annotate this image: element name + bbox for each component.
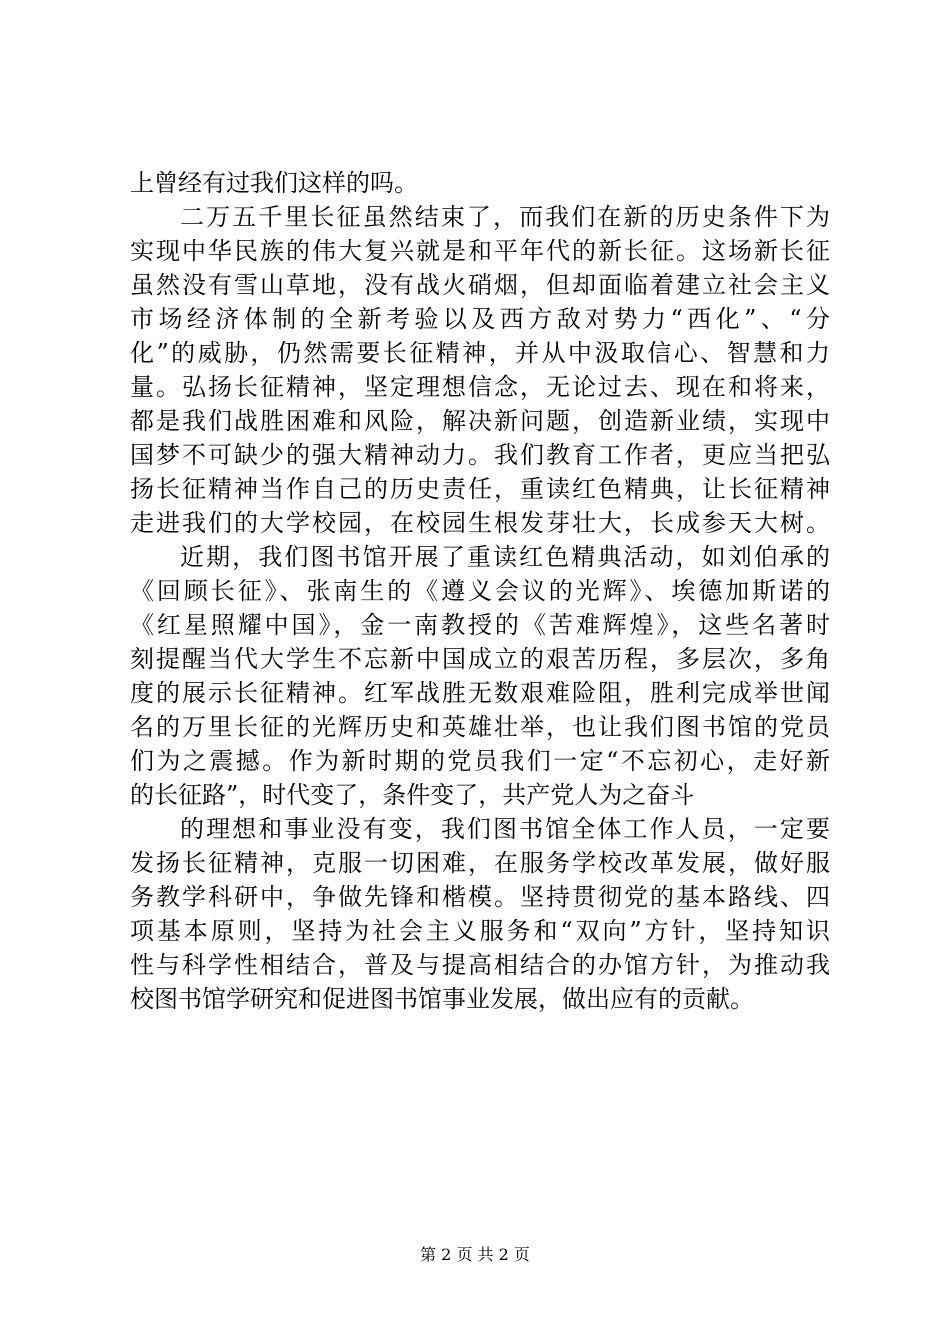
text-line: 们为之震撼。作为新时期的党员我们一定“不忘初心，走好新 bbox=[130, 747, 830, 775]
text-line: 走进我们的大学校园，在校园生根发芽壮大，长成参天大树。 bbox=[130, 509, 830, 537]
text-line: 项基本原则，坚持为社会主义服务和“双向”方针，坚持知识 bbox=[130, 917, 830, 945]
text-line: 扬长征精神当作自己的历史责任，重读红色精典，让长征精神 bbox=[130, 475, 830, 503]
text-line: 二万五千里长征虽然结束了，而我们在新的历史条件下为 bbox=[180, 203, 830, 231]
text-line: 度的展示长征精神。红军战胜无数艰难险阻，胜利完成举世闻 bbox=[130, 679, 830, 707]
page-number-label: 第 2 页 共 2 页 bbox=[420, 1245, 530, 1264]
text-line: 的长征路”，时代变了，条件变了，共产党人为之奋斗 bbox=[130, 781, 695, 809]
text-line: 近期，我们图书馆开展了重读红色精典活动，如刘伯承的 bbox=[180, 543, 830, 571]
text-line: 上曾经有过我们这样的吗。 bbox=[130, 169, 418, 197]
text-line: 市场经济体制的全新考验以及西方敌对势力“西化”、“分 bbox=[130, 305, 830, 333]
text-line: 虽然没有雪山草地，没有战火硝烟，但却面临着建立社会主义 bbox=[130, 271, 830, 299]
text-line: 《回顾长征》、张南生的《遵义会议的光辉》、埃德加斯诺的 bbox=[130, 577, 830, 605]
text-line: 实现中华民族的伟大复兴就是和平年代的新长征。这场新长征 bbox=[130, 237, 830, 265]
text-line: 校图书馆学研究和促进图书馆事业发展，做出应有的贡献。 bbox=[130, 985, 754, 1013]
text-line: 发扬长征精神，克服一切困难，在服务学校改革发展，做好服 bbox=[130, 849, 830, 877]
text-line: 名的万里长征的光辉历史和英雄壮举，也让我们图书馆的党员 bbox=[130, 713, 830, 741]
text-line: 都是我们战胜困难和风险，解决新问题，创造新业绩，实现中 bbox=[130, 407, 830, 435]
text-line: 《红星照耀中国》，金一南教授的《苦难辉煌》，这些名著时 bbox=[130, 611, 830, 639]
text-line: 国梦不可缺少的强大精神动力。我们教育工作者，更应当把弘 bbox=[130, 441, 830, 469]
text-line: 的理想和事业没有变，我们图书馆全体工作人员，一定要 bbox=[180, 815, 830, 843]
text-line: 刻提醒当代大学生不忘新中国成立的艰苦历程，多层次，多角 bbox=[130, 645, 830, 673]
text-line: 化”的威胁，仍然需要长征精神，并从中汲取信心、智慧和力 bbox=[130, 339, 830, 367]
document-body bbox=[130, 166, 830, 1016]
text-line: 量。弘扬长征精神，坚定理想信念，无论过去、现在和将来， bbox=[130, 373, 830, 401]
text-line: 性与科学性相结合，普及与提高相结合的办馆方针，为推动我 bbox=[130, 951, 830, 979]
page-footer bbox=[0, 1244, 950, 1266]
text-line: 务教学科研中，争做先锋和楷模。坚持贯彻党的基本路线、四 bbox=[130, 883, 830, 911]
